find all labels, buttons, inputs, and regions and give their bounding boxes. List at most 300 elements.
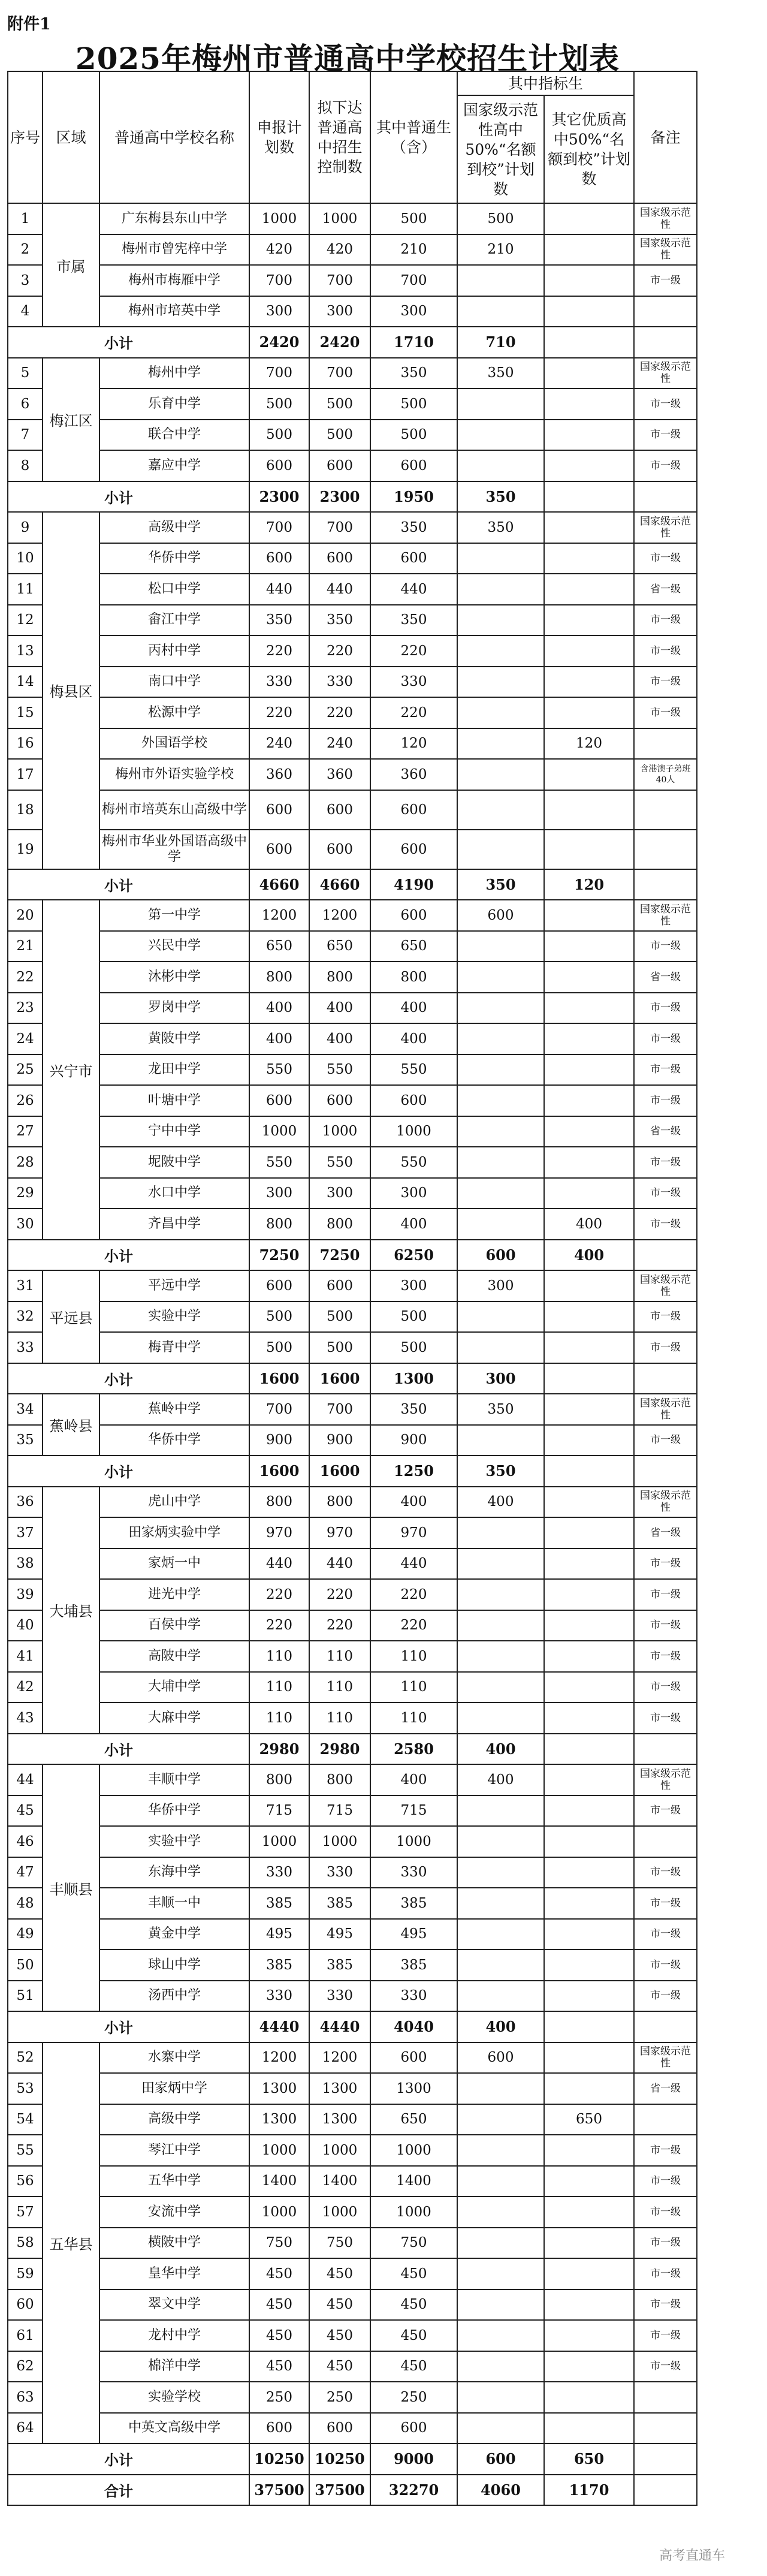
subtotal-reported: 1600 xyxy=(249,1456,309,1487)
reported-cell: 1000 xyxy=(249,2197,309,2228)
reported-cell: 440 xyxy=(249,574,309,605)
regular-cell: 300 xyxy=(370,296,457,327)
school-name-cell: 高陂中学 xyxy=(99,1641,249,1672)
quota-national-cell: 600 xyxy=(457,2042,544,2074)
header-quota-national: 国家级示范性高中50%“名额到校”计划数 xyxy=(457,95,544,203)
reported-cell: 360 xyxy=(249,759,309,790)
quota-other-cell xyxy=(544,1795,634,1827)
school-name-cell: 虎山中学 xyxy=(99,1487,249,1518)
planned-cell: 1000 xyxy=(309,2135,370,2166)
subtotal-row xyxy=(8,1734,697,1765)
reported-cell: 800 xyxy=(249,1209,309,1240)
reported-cell: 700 xyxy=(249,512,309,543)
school-name-cell: 外国语学校 xyxy=(99,728,249,760)
quota-other-cell xyxy=(544,931,634,962)
regular-cell: 440 xyxy=(370,574,457,605)
quota-national-cell xyxy=(457,1023,544,1054)
table-row xyxy=(8,234,697,266)
seq-cell: 53 xyxy=(8,2073,43,2104)
school-name-cell: 梅州中学 xyxy=(99,358,249,389)
note-cell: 国家级示范性 xyxy=(634,512,697,543)
reported-cell: 300 xyxy=(249,296,309,327)
quota-other-cell xyxy=(544,1487,634,1518)
note-cell: 国家级示范性 xyxy=(634,1270,697,1301)
regular-cell: 110 xyxy=(370,1703,457,1734)
note-cell: 国家级示范性 xyxy=(634,1487,697,1518)
table-row xyxy=(8,2382,697,2413)
subtotal-reported: 7250 xyxy=(249,1240,309,1271)
note-cell: 国家级示范性 xyxy=(634,203,697,234)
note-cell: 市一级 xyxy=(634,1857,697,1888)
planned-cell: 440 xyxy=(309,1548,370,1580)
quota-national-cell xyxy=(457,2320,544,2351)
seq-cell: 49 xyxy=(8,1919,43,1950)
school-name-cell: 罗岗中学 xyxy=(99,993,249,1024)
planned-cell: 1400 xyxy=(309,2166,370,2197)
table-row xyxy=(8,2073,697,2104)
planned-cell: 715 xyxy=(309,1795,370,1827)
quota-national-cell xyxy=(457,1579,544,1610)
school-name-cell: 梅州市曾宪梓中学 xyxy=(99,234,249,266)
table-row xyxy=(8,931,697,962)
reported-cell: 220 xyxy=(249,1579,309,1610)
quota-national-cell xyxy=(457,543,544,574)
seq-cell: 51 xyxy=(8,1981,43,2012)
quota-other-cell xyxy=(544,543,634,574)
note-cell: 市一级 xyxy=(634,1703,697,1734)
quota-other-cell xyxy=(544,635,634,667)
quota-other-cell xyxy=(544,1425,634,1456)
planned-cell: 450 xyxy=(309,2258,370,2289)
reported-cell: 1000 xyxy=(249,2135,309,2166)
quota-other-cell xyxy=(544,830,634,869)
subtotal-quota-other xyxy=(544,2011,634,2042)
table-row xyxy=(8,2351,697,2382)
school-name-cell: 龙村中学 xyxy=(99,2320,249,2351)
note-cell: 市一级 xyxy=(634,667,697,698)
reported-cell: 600 xyxy=(249,543,309,574)
note-cell: 市一级 xyxy=(634,1548,697,1580)
quota-other-cell xyxy=(544,2413,634,2444)
planned-cell: 1000 xyxy=(309,2197,370,2228)
table-row xyxy=(8,1919,697,1950)
planned-cell: 220 xyxy=(309,1610,370,1641)
reported-cell: 450 xyxy=(249,2258,309,2289)
reported-cell: 400 xyxy=(249,1023,309,1054)
quota-other-cell xyxy=(544,450,634,481)
note-cell xyxy=(634,728,697,760)
table-row xyxy=(8,1703,697,1734)
school-name-cell: 龙田中学 xyxy=(99,1054,249,1086)
seq-cell: 36 xyxy=(8,1487,43,1518)
planned-cell: 220 xyxy=(309,635,370,667)
quota-national-cell xyxy=(457,1085,544,1116)
seq-cell: 47 xyxy=(8,1857,43,1888)
reported-cell: 330 xyxy=(249,667,309,698)
table-row xyxy=(8,1826,697,1857)
quota-other-cell xyxy=(544,1610,634,1641)
subtotal-regular: 4040 xyxy=(370,2011,457,2042)
reported-cell: 750 xyxy=(249,2228,309,2259)
school-name-cell: 翠文中学 xyxy=(99,2289,249,2321)
quota-national-cell xyxy=(457,1888,544,1919)
school-name-cell: 齐昌中学 xyxy=(99,1209,249,1240)
regular-cell: 1000 xyxy=(370,1826,457,1857)
quota-other-cell xyxy=(544,1394,634,1425)
quota-other-cell xyxy=(544,388,634,420)
total-planned: 37500 xyxy=(309,2475,370,2506)
note-cell: 市一级 xyxy=(634,1981,697,2012)
seq-cell: 31 xyxy=(8,1270,43,1301)
reported-cell: 500 xyxy=(249,1301,309,1333)
region-cell: 蕉岭县 xyxy=(43,1394,99,1456)
subtotal-reported: 1600 xyxy=(249,1363,309,1394)
quota-other-cell xyxy=(544,512,634,543)
quota-national-cell xyxy=(457,830,544,869)
region-cell: 五华县 xyxy=(43,2042,99,2444)
school-name-cell: 高级中学 xyxy=(99,2104,249,2135)
table-row xyxy=(8,1672,697,1703)
school-name-cell: 梅州市梅雁中学 xyxy=(99,265,249,296)
table-row xyxy=(8,1888,697,1919)
note-cell: 市一级 xyxy=(634,635,697,667)
reported-cell: 800 xyxy=(249,1764,309,1795)
planned-cell: 420 xyxy=(309,234,370,266)
quota-national-cell xyxy=(457,1209,544,1240)
note-cell: 市一级 xyxy=(634,2166,697,2197)
quota-national-cell xyxy=(457,1610,544,1641)
reported-cell: 1400 xyxy=(249,2166,309,2197)
quota-national-cell xyxy=(457,962,544,993)
planned-cell: 330 xyxy=(309,1857,370,1888)
quota-national-cell xyxy=(457,2258,544,2289)
regular-cell: 220 xyxy=(370,1610,457,1641)
note-cell: 市一级 xyxy=(634,543,697,574)
school-name-cell: 松源中学 xyxy=(99,697,249,728)
seq-cell: 19 xyxy=(8,830,43,869)
seq-cell: 38 xyxy=(8,1548,43,1580)
subtotal-reported: 2300 xyxy=(249,481,309,513)
subtotal-row xyxy=(8,1363,697,1394)
subtotal-quota-national: 350 xyxy=(457,481,544,513)
planned-cell: 550 xyxy=(309,1147,370,1178)
reported-cell: 1000 xyxy=(249,1826,309,1857)
subtotal-planned: 2420 xyxy=(309,327,370,358)
planned-cell: 1000 xyxy=(309,203,370,234)
school-name-cell: 大麻中学 xyxy=(99,1703,249,1734)
seq-cell: 29 xyxy=(8,1178,43,1209)
table-row xyxy=(8,1209,697,1240)
planned-cell: 385 xyxy=(309,1950,370,1981)
quota-national-cell xyxy=(457,1054,544,1086)
subtotal-quota-national: 710 xyxy=(457,327,544,358)
school-name-cell: 丰顺一中 xyxy=(99,1888,249,1919)
note-cell: 市一级 xyxy=(634,993,697,1024)
subtotal-quota-other xyxy=(544,1734,634,1765)
seq-cell: 58 xyxy=(8,2228,43,2259)
subtotal-row xyxy=(8,481,697,513)
seq-cell: 16 xyxy=(8,728,43,760)
planned-cell: 800 xyxy=(309,1209,370,1240)
regular-cell: 385 xyxy=(370,1888,457,1919)
note-cell xyxy=(634,830,697,869)
school-name-cell: 坭陂中学 xyxy=(99,1147,249,1178)
seq-cell: 37 xyxy=(8,1517,43,1548)
regular-cell: 1400 xyxy=(370,2166,457,2197)
regular-cell: 250 xyxy=(370,2382,457,2413)
regular-cell: 450 xyxy=(370,2258,457,2289)
quota-national-cell xyxy=(457,1672,544,1703)
reported-cell: 600 xyxy=(249,1085,309,1116)
table-row xyxy=(8,635,697,667)
subtotal-label: 小计 xyxy=(8,481,249,513)
regular-cell: 600 xyxy=(370,450,457,481)
table-row xyxy=(8,1178,697,1209)
quota-national-cell xyxy=(457,931,544,962)
reported-cell: 440 xyxy=(249,1548,309,1580)
quota-other-cell xyxy=(544,759,634,790)
school-name-cell: 进光中学 xyxy=(99,1579,249,1610)
quota-national-cell xyxy=(457,2382,544,2413)
school-name-cell: 乐育中学 xyxy=(99,388,249,420)
subtotal-planned: 4440 xyxy=(309,2011,370,2042)
table-row xyxy=(8,296,697,327)
subtotal-note xyxy=(634,2011,697,2042)
school-name-cell: 球山中学 xyxy=(99,1950,249,1981)
table-row xyxy=(8,2413,697,2444)
region-cell: 梅县区 xyxy=(43,512,99,869)
reported-cell: 1200 xyxy=(249,900,309,931)
planned-cell: 300 xyxy=(309,296,370,327)
reported-cell: 110 xyxy=(249,1641,309,1672)
subtotal-label: 小计 xyxy=(8,2011,249,2042)
reported-cell: 450 xyxy=(249,2289,309,2321)
subtotal-reported: 2980 xyxy=(249,1734,309,1765)
table-row xyxy=(8,2258,697,2289)
reported-cell: 600 xyxy=(249,830,309,869)
quota-other-cell xyxy=(544,2135,634,2166)
quota-other-cell xyxy=(544,1672,634,1703)
subtotal-label: 小计 xyxy=(8,1456,249,1487)
subtotal-quota-national: 350 xyxy=(457,1456,544,1487)
seq-cell: 9 xyxy=(8,512,43,543)
school-name-cell: 实验中学 xyxy=(99,1301,249,1333)
subtotal-planned: 2300 xyxy=(309,481,370,513)
header-quota-other: 其它优质高中50%“名额到校”计划数 xyxy=(544,95,634,203)
regular-cell: 970 xyxy=(370,1517,457,1548)
quota-national-cell xyxy=(457,388,544,420)
quota-national-cell xyxy=(457,296,544,327)
quota-national-cell xyxy=(457,1703,544,1734)
subtotal-regular: 4190 xyxy=(370,869,457,900)
school-name-cell: 水口中学 xyxy=(99,1178,249,1209)
school-name-cell: 联合中学 xyxy=(99,420,249,451)
school-name-cell: 梅青中学 xyxy=(99,1332,249,1363)
subtotal-quota-other: 120 xyxy=(544,869,634,900)
table-row xyxy=(8,1764,697,1795)
table-row xyxy=(8,1116,697,1147)
planned-cell: 550 xyxy=(309,1054,370,1086)
subtotal-regular: 1250 xyxy=(370,1456,457,1487)
quota-other-cell xyxy=(544,1888,634,1919)
subtotal-planned: 1600 xyxy=(309,1456,370,1487)
reported-cell: 650 xyxy=(249,931,309,962)
note-cell: 市一级 xyxy=(634,1672,697,1703)
seq-cell: 18 xyxy=(8,790,43,830)
regular-cell: 750 xyxy=(370,2228,457,2259)
reported-cell: 970 xyxy=(249,1517,309,1548)
quota-other-cell xyxy=(544,420,634,451)
table-row xyxy=(8,543,697,574)
regular-cell: 1000 xyxy=(370,2197,457,2228)
reported-cell: 700 xyxy=(249,265,309,296)
subtotal-quota-national: 400 xyxy=(457,2011,544,2042)
regular-cell: 300 xyxy=(370,1178,457,1209)
quota-national-cell xyxy=(457,265,544,296)
table-row xyxy=(8,2104,697,2135)
quota-national-cell xyxy=(457,1147,544,1178)
header-school: 普通高中学校名称 xyxy=(99,71,249,203)
note-cell: 市一级 xyxy=(634,388,697,420)
note-cell xyxy=(634,2382,697,2413)
regular-cell: 220 xyxy=(370,697,457,728)
school-name-cell: 东海中学 xyxy=(99,1857,249,1888)
quota-other-cell xyxy=(544,1857,634,1888)
seq-cell: 1 xyxy=(8,203,43,234)
reported-cell: 300 xyxy=(249,1178,309,1209)
note-cell: 市一级 xyxy=(634,1610,697,1641)
regular-cell: 210 xyxy=(370,234,457,266)
school-name-cell: 皇华中学 xyxy=(99,2258,249,2289)
quota-other-cell xyxy=(544,2382,634,2413)
planned-cell: 450 xyxy=(309,2351,370,2382)
quota-other-cell: 650 xyxy=(544,2104,634,2135)
planned-cell: 500 xyxy=(309,420,370,451)
quota-other-cell xyxy=(544,2320,634,2351)
regular-cell: 1000 xyxy=(370,1116,457,1147)
quota-other-cell xyxy=(544,2197,634,2228)
note-cell: 市一级 xyxy=(634,1425,697,1456)
note-cell: 市一级 xyxy=(634,420,697,451)
reported-cell: 220 xyxy=(249,1610,309,1641)
table-row xyxy=(8,420,697,451)
quota-national-cell xyxy=(457,1548,544,1580)
table-row xyxy=(8,1085,697,1116)
subtotal-planned: 10250 xyxy=(309,2444,370,2475)
school-name-cell: 横陂中学 xyxy=(99,2228,249,2259)
quota-other-cell xyxy=(544,1919,634,1950)
planned-cell: 240 xyxy=(309,728,370,760)
subtotal-regular: 6250 xyxy=(370,1240,457,1271)
quota-other-cell xyxy=(544,697,634,728)
school-name-cell: 梅州市华业外国语高级中学 xyxy=(99,830,249,869)
subtotal-reported: 4440 xyxy=(249,2011,309,2042)
regular-cell: 350 xyxy=(370,358,457,389)
quota-national-cell xyxy=(457,2289,544,2321)
planned-cell: 600 xyxy=(309,830,370,869)
subtotal-note xyxy=(634,1734,697,1765)
regular-cell: 400 xyxy=(370,1764,457,1795)
table-row xyxy=(8,1795,697,1827)
table-row xyxy=(8,2320,697,2351)
region-cell: 兴宁市 xyxy=(43,900,99,1240)
seq-cell: 55 xyxy=(8,2135,43,2166)
planned-cell: 1300 xyxy=(309,2073,370,2104)
seq-cell: 64 xyxy=(8,2413,43,2444)
quota-other-cell xyxy=(544,1641,634,1672)
planned-cell: 400 xyxy=(309,993,370,1024)
note-cell: 省一级 xyxy=(634,574,697,605)
note-cell: 市一级 xyxy=(634,1301,697,1333)
planned-cell: 700 xyxy=(309,512,370,543)
quota-other-cell xyxy=(544,2258,634,2289)
table-row xyxy=(8,2197,697,2228)
school-name-cell: 实验学校 xyxy=(99,2382,249,2413)
table-row xyxy=(8,830,697,869)
regular-cell: 600 xyxy=(370,543,457,574)
regular-cell: 600 xyxy=(370,1085,457,1116)
reported-cell: 1000 xyxy=(249,203,309,234)
regular-cell: 400 xyxy=(370,1487,457,1518)
subtotal-row xyxy=(8,869,697,900)
planned-cell: 385 xyxy=(309,1888,370,1919)
seq-cell: 30 xyxy=(8,1209,43,1240)
quota-other-cell xyxy=(544,265,634,296)
quota-national-cell xyxy=(457,1301,544,1333)
quota-other-cell xyxy=(544,605,634,636)
regular-cell: 220 xyxy=(370,1579,457,1610)
table-row xyxy=(8,667,697,698)
subtotal-regular: 1710 xyxy=(370,327,457,358)
reported-cell: 495 xyxy=(249,1919,309,1950)
seq-cell: 6 xyxy=(8,388,43,420)
quota-national-cell: 350 xyxy=(457,358,544,389)
planned-cell: 500 xyxy=(309,1301,370,1333)
regular-cell: 500 xyxy=(370,420,457,451)
regular-cell: 495 xyxy=(370,1919,457,1950)
school-name-cell: 五华中学 xyxy=(99,2166,249,2197)
seq-cell: 44 xyxy=(8,1764,43,1795)
regular-cell: 800 xyxy=(370,962,457,993)
subtotal-planned: 4660 xyxy=(309,869,370,900)
note-cell: 市一级 xyxy=(634,265,697,296)
quota-other-cell xyxy=(544,1579,634,1610)
table-row xyxy=(8,728,697,760)
planned-cell: 250 xyxy=(309,2382,370,2413)
reported-cell: 600 xyxy=(249,1270,309,1301)
regular-cell: 330 xyxy=(370,667,457,698)
reported-cell: 600 xyxy=(249,2413,309,2444)
note-cell: 市一级 xyxy=(634,2258,697,2289)
seq-cell: 12 xyxy=(8,605,43,636)
reported-cell: 1300 xyxy=(249,2073,309,2104)
region-cell: 梅江区 xyxy=(43,358,99,481)
note-cell xyxy=(634,2104,697,2135)
subtotal-row xyxy=(8,1456,697,1487)
school-name-cell: 松口中学 xyxy=(99,574,249,605)
note-cell: 市一级 xyxy=(634,2351,697,2382)
quota-national-cell xyxy=(457,1332,544,1363)
planned-cell: 900 xyxy=(309,1425,370,1456)
quota-national-cell xyxy=(457,2413,544,2444)
seq-cell: 33 xyxy=(8,1332,43,1363)
school-name-cell: 梅州市外语实验学校 xyxy=(99,759,249,790)
planned-cell: 110 xyxy=(309,1672,370,1703)
school-name-cell: 琴江中学 xyxy=(99,2135,249,2166)
quota-national-cell: 350 xyxy=(457,512,544,543)
quota-national-cell: 350 xyxy=(457,1394,544,1425)
table-row xyxy=(8,574,697,605)
